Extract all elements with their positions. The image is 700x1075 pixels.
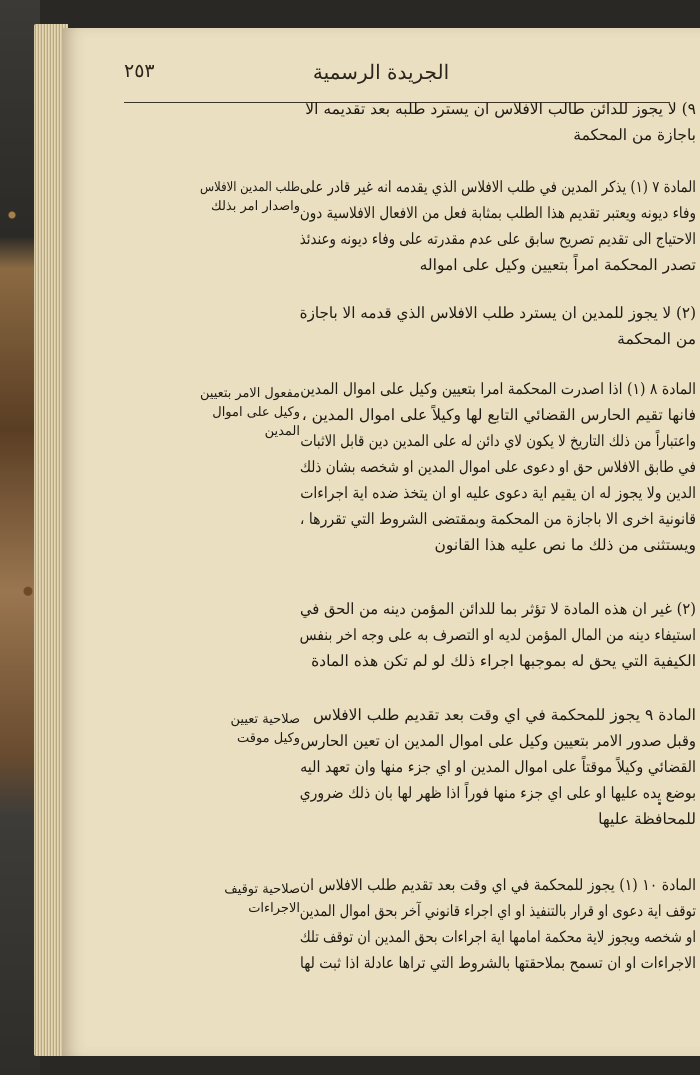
running-title: الجريدة الرسمية bbox=[312, 60, 450, 84]
text-line: المادة ٧ (١) يذكر المدين في طلب الافلاس الذي يقدمه انه غير قادر على bbox=[299, 178, 696, 196]
text-line: باجازة من المحكمة bbox=[573, 126, 696, 144]
article-9-paragraph bbox=[300, 702, 696, 832]
article-8-paragraph-1 bbox=[300, 376, 696, 558]
text-line: او شخصه ويجوز لاية محكمة امامها اية اجراءات بحق المدين ان توقف تلك bbox=[299, 928, 696, 946]
text-line: الاجراءات او ان تسمح بملاحقتها بالشروط التي تراها عادلة اذا ثبت لها bbox=[300, 954, 696, 972]
text-line: قانونية اخرى الا باجازة من المحكمة وبمقتضى الشروط التي تقررها ، bbox=[299, 510, 696, 528]
ink-speck bbox=[658, 802, 661, 805]
text-line: من المحكمة bbox=[617, 330, 696, 348]
margin-note-line: صلاحية تعيين bbox=[230, 712, 300, 727]
margin-note-article-9 bbox=[200, 710, 300, 748]
clause-9-paragraph bbox=[300, 96, 696, 148]
text-line: الكيفية التي يحق له بموجبها اجراء ذلك لو لم تكن هذه المادة bbox=[311, 652, 696, 670]
text-line: للمحافظة عليها bbox=[598, 810, 696, 828]
text-line: استيفاء دينه من المال المؤمن لديه او التصرف به على وجه اخر بنفس bbox=[299, 626, 696, 644]
text-line: (٢) لا يجوز للمدين ان يسترد طلب الافلاس الذي قدمه الا باجازة bbox=[299, 304, 696, 322]
margin-note-line: وكيل على اموال bbox=[212, 405, 300, 420]
margin-note-line: واصدار امر بذلك bbox=[210, 199, 300, 214]
margin-note-article-10 bbox=[200, 880, 300, 918]
text-line: القضائي وكيلاً موقتاً على اموال المدين او اي جزء منها وان تعهد اليه bbox=[300, 758, 696, 776]
text-line: ٩) لا يجوز للدائن طالب الافلاس ان يسترد طلبه بعد تقديمه الا bbox=[305, 100, 696, 118]
page-header bbox=[62, 60, 700, 100]
margin-note-line: المدين bbox=[264, 424, 300, 439]
text-line: واعتباراً من ذلك التاريخ لا يكون لاي دائن له على المدين دين قابل الاثبات bbox=[300, 432, 696, 450]
article-7-paragraph-1 bbox=[300, 174, 696, 278]
text-line: الاحتياج الى تقديم تصريح سابق على عدم مقدرته على وفاء ديونه وعندئذ bbox=[299, 230, 696, 248]
text-line: بوضع يده عليها او على اي جزء منها فوراً اذا ظهر لها بان ذلك ضروري bbox=[299, 784, 696, 802]
article-10-paragraph-1 bbox=[300, 872, 696, 976]
text-line: الدين ولا يجوز له ان يقيم اية دعوى عليه او ان يتخذ ضده اية اجراءات bbox=[300, 484, 696, 502]
margin-note-article-8 bbox=[200, 384, 300, 441]
article-7-paragraph-2 bbox=[300, 300, 696, 352]
text-line: وفاء ديونه ويعتبر تقديم هذا الطلب بمثابة فعل من الافعال الافلاسية دون bbox=[299, 204, 696, 222]
book-page bbox=[62, 28, 700, 1056]
text-line: المادة ١٠ (١) يجوز للمحكمة في اي وقت بعد تقديم طلب الافلاس ان bbox=[299, 876, 696, 894]
text-line: ويستثنى من ذلك ما نص عليه هذا القانون bbox=[434, 536, 696, 554]
margin-note-line: طلب المدين الافلاس bbox=[199, 180, 300, 195]
text-line: المادة ٩ يجوز للمحكمة في اي وقت بعد تقديم طلب الافلاس bbox=[313, 706, 696, 724]
margin-note-line: مفعول الامر بتعيين bbox=[200, 386, 300, 401]
text-line: فانها تقيم الحارس القضائي التابع لها وكيلاً على اموال المدين ، bbox=[301, 406, 696, 424]
page-number: ٢٥٣ bbox=[124, 60, 155, 82]
margin-note-line: وكيل موقت bbox=[236, 731, 300, 746]
article-8-paragraph-2 bbox=[300, 596, 696, 674]
text-line: المادة ٨ (١) اذا اصدرت المحكمة امرا بتعيين وكيل على اموال المدين bbox=[300, 380, 696, 398]
text-line: (٢) غير ان هذه المادة لا تؤثر بما للدائن المؤمن دينه من الحق في bbox=[300, 600, 696, 618]
text-line: تصدر المحكمة امراً بتعيين وكيل على امواله bbox=[419, 256, 696, 274]
text-line: توقف اية دعوى او قرار بالتنفيذ او اي اجراء قانوني آخر بحق اموال المدين bbox=[299, 902, 696, 920]
margin-note-line: صلاحية توقيف bbox=[224, 882, 300, 897]
text-line: وقبل صدور الامر بتعيين وكيل على اموال المدين ان تعين الحارس bbox=[300, 732, 696, 750]
margin-note-line: الاجراءات bbox=[248, 901, 300, 916]
text-line: في طابق الافلاس حق او دعوى على اموال المدين او شخصه بشان ذلك bbox=[299, 458, 696, 476]
margin-note-article-7 bbox=[200, 178, 300, 216]
